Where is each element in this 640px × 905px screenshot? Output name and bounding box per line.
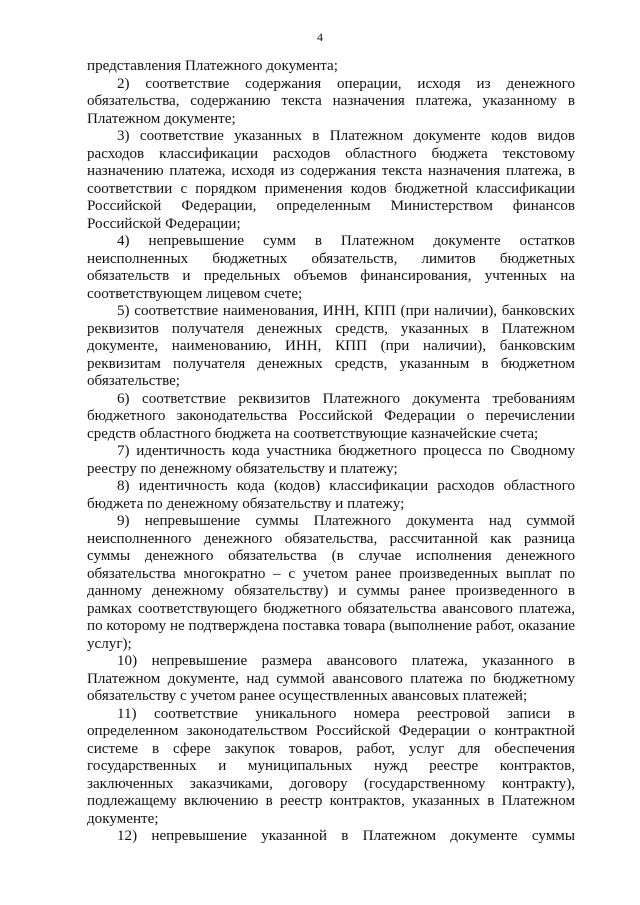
paragraph-item-3: 3) соответствие указанных в Платежном документе кодов видов расходов классификации расходов областного бюджета текстовому назначению платежа, исходя из содержания текста назначения платежа, в соответствии с порядком применения кодов бюджетной классификации Российской Федерации, определенным Министерством финансов Российской Федерации; xyxy=(87,128,575,232)
paragraph-item-9: 9) непревышение суммы Платежного документа над суммой неисполненного денежного обязательства, рассчитанной как разница суммы денежного обязательства (в случае исполнения денежного обязательства многократно – с учетом ранее произведенных выплат по данному денежному обязательству) и суммы ранее произведенного в рамках соответствующего бюджетного обязательства авансового платежа, по которому не подтверждена поставка товара (выполнение работ, оказание услуг); xyxy=(87,513,575,652)
paragraph-item-6: 6) соответствие реквизитов Платежного документа требованиям бюджетного законодательства Российской Федерации о перечислении средств областного бюджета на соответствующие казначейские счета; xyxy=(87,390,575,442)
paragraph-item-11: 11) соответствие уникального номера реестровой записи в определенном законодательством Российской Федерации о контрактной системе в сфере закупок товаров, работ, услуг для обеспечения государственных и муниципальных нужд реестре контрактов, заключенных заказчиками, договору (государственному контракту), подлежащему включению в реестр контрактов, указанных в Платежном документе; xyxy=(87,705,575,827)
paragraph-item-12: 12) непревышение указанной в Платежном документе суммы xyxy=(117,828,575,844)
paragraph-item-5: 5) соответствие наименования, ИНН, КПП (при наличии), банковских реквизитов получателя денежных средств, указанных в Платежном документе, наименованию, ИНН, КПП (при наличии), банковским реквизитам получателя денежных средств, указанным в бюджетном обязательстве; xyxy=(87,303,575,389)
paragraph-item-10: 10) непревышение размера авансового платежа, указанного в Платежном документе, над суммой авансового платежа по бюджетному обязательству с учетом ранее осуществленных авансовых платежей; xyxy=(87,653,575,704)
paragraph-continuation: представления Платежного документа; xyxy=(87,58,338,74)
paragraph-item-2: 2) соответствие содержания операции, исходя из денежного обязательства, содержанию текста назначения платежа, указанному в Платежном документе; xyxy=(87,75,575,127)
paragraph-item-8: 8) идентичность кода (кодов) классификации расходов областного бюджета по денежному обязательству и платежу; xyxy=(87,478,575,512)
page-number: 4 xyxy=(317,30,323,44)
document-body xyxy=(87,58,575,846)
paragraph-item-4: 4) непревышение сумм в Платежном документе остатков неисполненных бюджетных обязательств, лимитов бюджетных обязательств и предельных объемов финансирования, учтенных на соответствующем лицевом счете; xyxy=(87,233,575,302)
paragraph-item-7: 7) идентичность кода участника бюджетного процесса по Сводному реестру по денежному обязательству и платежу; xyxy=(87,443,575,477)
